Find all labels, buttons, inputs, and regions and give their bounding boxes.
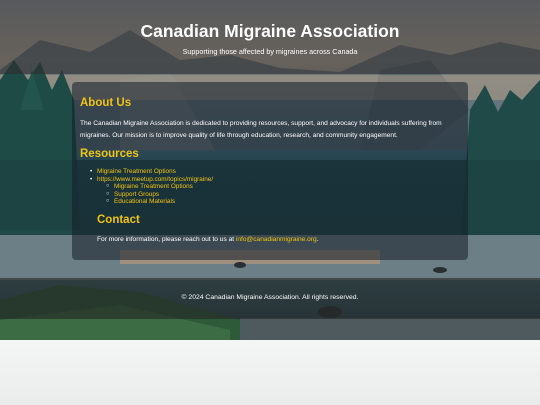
site-tagline: Supporting those affected by migraines across Canada xyxy=(182,47,358,56)
site-header xyxy=(0,0,540,74)
contact-heading: Contact xyxy=(97,214,140,226)
site-title: Canadian Migraine Association xyxy=(140,21,400,41)
content-panel xyxy=(72,82,468,260)
contact-suffix: . xyxy=(316,236,319,243)
site-footer xyxy=(0,278,540,319)
subresource-item-treatment[interactable] xyxy=(114,183,193,191)
contact-text xyxy=(97,234,457,246)
page-bottom-area xyxy=(0,340,540,405)
subresource-item-support[interactable] xyxy=(114,191,193,199)
resource-link-treatment[interactable]: Migraine Treatment Options xyxy=(97,168,176,175)
about-heading: About Us xyxy=(80,97,132,109)
contact-email-link[interactable]: info@canadianmigraine.org xyxy=(235,236,317,243)
resource-link-meetup[interactable]: https://www.meetup.com/topics/migraine/ xyxy=(97,175,214,183)
resources-heading: Resources xyxy=(80,148,139,160)
resource-item-treatment[interactable] xyxy=(97,168,213,176)
subresource-link-support[interactable]: Support Groups xyxy=(114,190,160,198)
subresource-link-education[interactable]: Educational Materials xyxy=(114,198,176,206)
contact-prefix: For more information, please reach out to us at xyxy=(97,236,236,243)
subresource-item-education[interactable] xyxy=(114,198,193,206)
footer-copyright: © 2024 Canadian Migraine Association. All rights reserved. xyxy=(181,294,359,301)
resources-sublist xyxy=(114,183,193,206)
resources-list xyxy=(97,168,213,183)
subresource-link-treatment[interactable]: Migraine Treatment Options xyxy=(114,183,193,190)
about-text: The Canadian Migraine Association is dedicated to providing resources, support, and advocacy for individuals suffering from migraines. Our mission is to improve quality of life through education, research, and community engagement. xyxy=(80,120,442,139)
